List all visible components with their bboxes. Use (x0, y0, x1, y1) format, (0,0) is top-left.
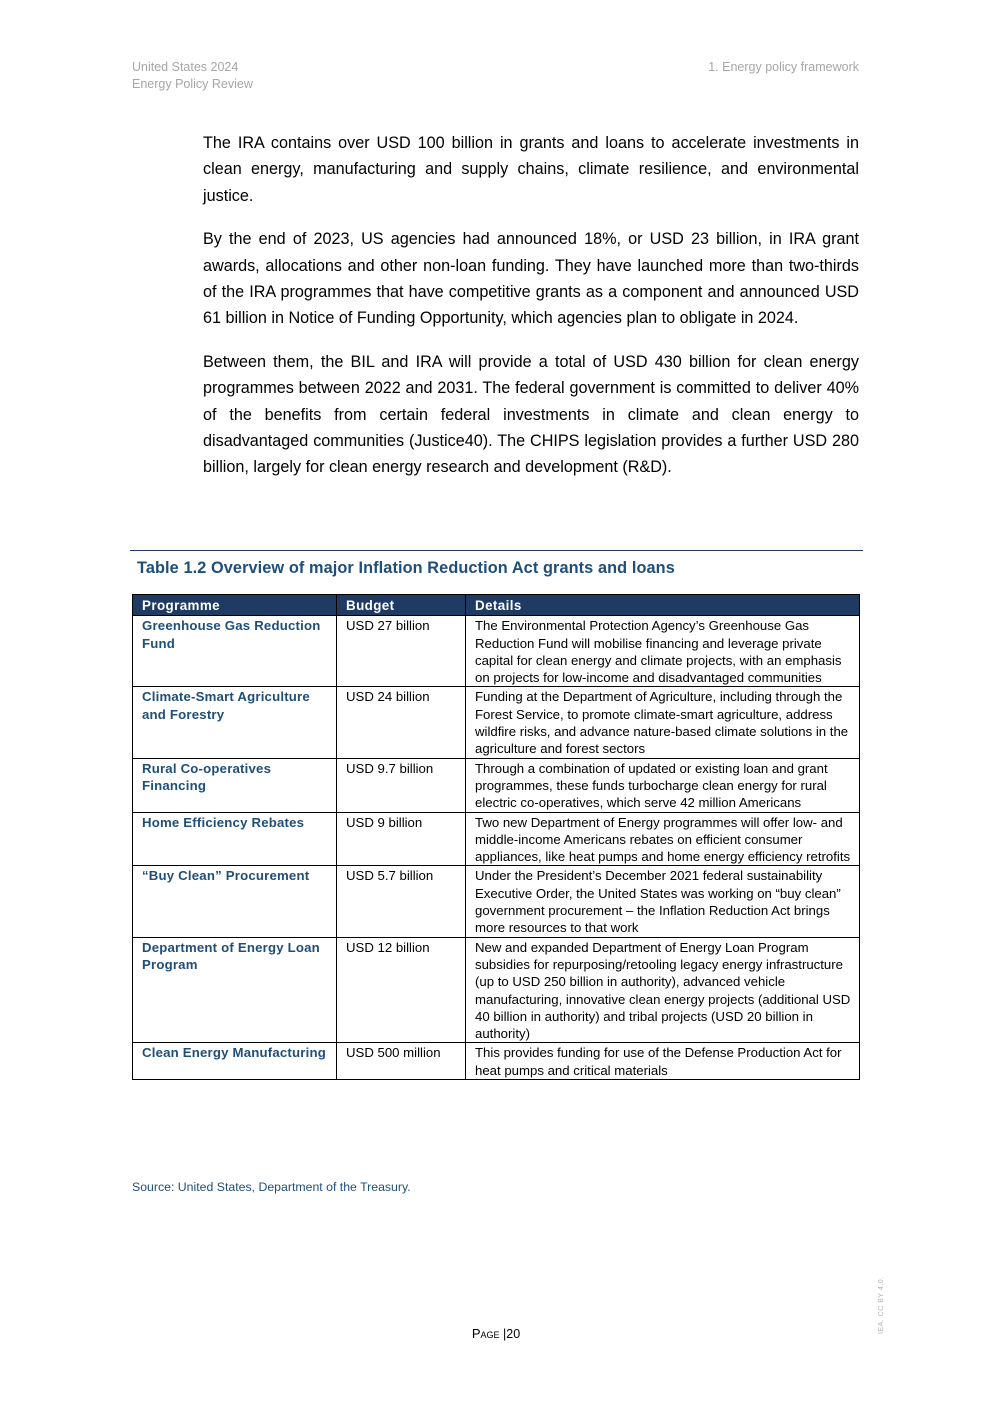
programme-cell: Rural Co-operatives Financing (133, 758, 337, 812)
programme-cell: Greenhouse Gas Reduction Fund (133, 616, 337, 687)
table-row (133, 1043, 860, 1080)
table-row (133, 937, 860, 1043)
budget-cell: USD 24 billion (337, 687, 466, 758)
details-cell: The Environmental Protection Agency’s Greenhouse Gas Reduction Fund will mobilise financing and leverage private capital for clean energy and climate projects, with an emphasis on projects for low-income and disadvantaged communities (466, 616, 860, 687)
table-header-row (133, 595, 860, 616)
details-cell: Two new Department of Energy programmes will offer low- and middle-income Americans rebates on efficient consumer appliances, like heat pumps and home energy efficiency retrofits (466, 812, 860, 866)
report-subtitle: Energy Policy Review (132, 77, 253, 91)
programme-cell: Home Efficiency Rebates (133, 812, 337, 866)
details-cell: Funding at the Department of Agriculture, including through the Forest Service, to promote climate-smart agriculture, address wildfire risks, and advance nature-based climate solutions in the agriculture and forest sectors (466, 687, 860, 758)
details-cell: Under the President’s December 2021 federal sustainability Executive Order, the United States was working on “buy clean” government procurement – the Inflation Reduction Act brings more resources to that work (466, 866, 860, 937)
budget-cell: USD 9.7 billion (337, 758, 466, 812)
page-number: 20 (506, 1327, 521, 1341)
details-cell: New and expanded Department of Energy Loan Program subsidies for repurposing/retooling legacy energy infrastructure (up to USD 250 billion in authority), advanced vehicle manufacturing, innovative clean energy projects (additional USD 40 billion in authority) and tribal projects (USD 20 billion in authority) (466, 937, 860, 1043)
running-header-left (132, 59, 253, 93)
table-source-note: Source: United States, Department of the Treasury. (132, 1180, 411, 1194)
table-title: Table 1.2 Overview of major Inflation Reduction Act grants and loans (137, 559, 675, 577)
table-row (133, 812, 860, 866)
table-row (133, 616, 860, 687)
programme-cell: “Buy Clean” Procurement (133, 866, 337, 937)
page-footer (0, 1326, 992, 1341)
column-header-details: Details (466, 595, 860, 616)
column-header-budget: Budget (337, 595, 466, 616)
license-note: IEA. CC BY 4.0. (878, 1276, 885, 1334)
details-cell: Through a combination of updated or existing loan and grant programmes, these funds turbocharge clean energy for rural electric co-operatives, which serve 42 million Americans (466, 758, 860, 812)
page-label: Page (471, 1326, 500, 1341)
ira-grants-table (132, 594, 860, 1080)
paragraph: Between them, the BIL and IRA will provide a total of USD 430 billion for clean energy programmes between 2022 and 2031. The federal government is committed to deliver 40% of the benefits from certain federal investments in climate and clean energy to disadvantaged communities (Justice40). The CHIPS legislation provides a further USD 280 billion, largely for clean energy research and development (R&D). (203, 352, 859, 477)
chapter-header: 1. Energy policy framework (708, 60, 859, 74)
budget-cell: USD 500 million (337, 1043, 466, 1080)
programme-cell: Climate-Smart Agriculture and Forestry (133, 687, 337, 758)
programme-cell: Clean Energy Manufacturing (133, 1043, 337, 1080)
budget-cell: USD 9 billion (337, 812, 466, 866)
body-text (203, 130, 859, 498)
details-cell: This provides funding for use of the Defense Production Act for heat pumps and critical materials (466, 1043, 860, 1080)
budget-cell: USD 27 billion (337, 616, 466, 687)
budget-cell: USD 5.7 billion (337, 866, 466, 937)
column-header-programme: Programme (133, 595, 337, 616)
page-separator: | (503, 1327, 507, 1341)
table-divider (130, 550, 863, 551)
table-row (133, 758, 860, 812)
paragraph: The IRA contains over USD 100 billion in grants and loans to accelerate investments in clean energy, manufacturing and supply chains, climate resilience, and environmental justice. (203, 134, 859, 205)
paragraph: By the end of 2023, US agencies had announced 18%, or USD 23 billion, in IRA grant awards, allocations and other non-loan funding. They have launched more than two-thirds of the IRA programmes that have competitive grants as a component and announced USD 61 billion in Notice of Funding Opportunity, which agencies plan to obligate in 2024. (203, 230, 859, 328)
report-title: United States 2024 (132, 60, 239, 74)
table-row (133, 687, 860, 758)
table-row (133, 866, 860, 937)
budget-cell: USD 12 billion (337, 937, 466, 1043)
programme-cell: Department of Energy Loan Program (133, 937, 337, 1043)
